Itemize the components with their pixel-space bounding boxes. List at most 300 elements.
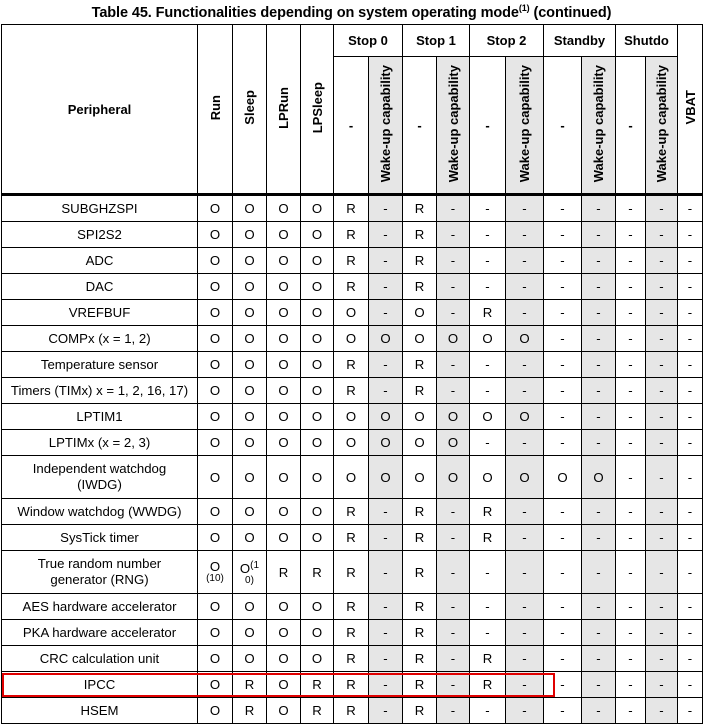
table-cell: - <box>437 594 470 620</box>
table-cell: - <box>506 222 544 248</box>
table-cell: R <box>403 222 437 248</box>
col-header-sleep <box>233 25 267 195</box>
table-cell: O <box>403 300 437 326</box>
table-cell: R <box>334 698 369 724</box>
table-cell: R <box>403 698 437 724</box>
table-cell: - <box>678 404 703 430</box>
table-cell: - <box>544 248 582 274</box>
table-cell: O <box>233 525 267 551</box>
table-row <box>2 195 703 222</box>
table-row <box>2 646 703 672</box>
peripheral-name-line1: True random number <box>37 556 162 571</box>
table-cell: - <box>582 698 616 724</box>
table-cell: O <box>403 326 437 352</box>
table-cell: O <box>198 326 233 352</box>
table-cell: - <box>582 248 616 274</box>
table-cell: - <box>470 620 506 646</box>
table-cell: - <box>646 222 678 248</box>
table-cell: R <box>403 378 437 404</box>
table-cell: - <box>437 248 470 274</box>
peripheral-name: SUBGHZSPI <box>2 195 198 222</box>
table-cell: - <box>506 698 544 724</box>
peripheral-name: Timers (TIMx) x = 1, 2, 16, 17) <box>2 378 198 404</box>
table-cell: O <box>301 594 334 620</box>
table-cell: - <box>544 620 582 646</box>
stop0-dash-header: - <box>334 57 369 195</box>
shutdown-dash-header: - <box>616 57 646 195</box>
table-cell: - <box>616 499 646 525</box>
table-cell: O <box>582 456 616 499</box>
standby-wakeup-header <box>582 57 616 195</box>
table-cell: - <box>616 646 646 672</box>
table-cell: R <box>233 698 267 724</box>
col-group-stop1: Stop 1 <box>403 25 470 57</box>
table-cell: O <box>267 404 301 430</box>
table-cell: - <box>678 551 703 594</box>
table-cell: - <box>678 620 703 646</box>
table-cell: - <box>506 248 544 274</box>
table-cell: R <box>403 594 437 620</box>
table-cell: - <box>582 551 616 594</box>
table-cell: - <box>616 300 646 326</box>
table-row <box>2 525 703 551</box>
table-cell: R <box>334 274 369 300</box>
table-cell: - <box>646 300 678 326</box>
table-cell: - <box>506 646 544 672</box>
table-cell: O <box>437 430 470 456</box>
table-cell: O <box>437 404 470 430</box>
table-cell: O <box>233 378 267 404</box>
table-cell: - <box>544 672 582 698</box>
table-cell: - <box>582 594 616 620</box>
col-header-lprun-label: LPRun <box>276 86 291 129</box>
col-header-lpsleep-label: LPSleep <box>309 81 325 134</box>
table-cell: O <box>233 274 267 300</box>
table-cell: R <box>334 672 369 698</box>
table-cell: - <box>544 274 582 300</box>
table-cell: - <box>646 352 678 378</box>
table-cell: R <box>334 551 369 594</box>
table-cell: O <box>369 404 403 430</box>
table-cell: R <box>334 222 369 248</box>
table-cell: O <box>198 378 233 404</box>
table-cell: O <box>369 456 403 499</box>
cell-value: O <box>239 560 251 576</box>
table-cell: - <box>616 620 646 646</box>
table-row <box>2 222 703 248</box>
table-cell: O <box>301 300 334 326</box>
table-cell: R <box>334 378 369 404</box>
peripheral-name: DAC <box>2 274 198 300</box>
table-row <box>2 300 703 326</box>
col-header-lpsleep <box>301 25 334 195</box>
table-cell: R <box>403 352 437 378</box>
table-cell: - <box>646 499 678 525</box>
table-cell: O <box>267 274 301 300</box>
table-cell: O <box>301 456 334 499</box>
table-cell: O <box>233 499 267 525</box>
table-cell: - <box>582 195 616 222</box>
table-cell: R <box>470 646 506 672</box>
footnote-ref: (10) <box>206 573 224 584</box>
table-cell: O <box>233 248 267 274</box>
table-cell: - <box>470 698 506 724</box>
table-cell: O <box>267 352 301 378</box>
table-cell: - <box>616 222 646 248</box>
cell-value: O <box>209 559 221 574</box>
table-cell: O <box>301 222 334 248</box>
table-cell: - <box>506 274 544 300</box>
table-cell: O <box>233 352 267 378</box>
functionalities-table <box>1 24 703 724</box>
shutdown-wakeup-header <box>646 57 678 195</box>
table-cell: O <box>198 698 233 724</box>
table-cell: - <box>506 378 544 404</box>
table-cell: R <box>301 698 334 724</box>
table-cell: - <box>437 222 470 248</box>
title-suffix: (continued) <box>529 5 612 21</box>
table-cell: O <box>267 594 301 620</box>
stop1-wakeup-header <box>437 57 470 195</box>
table-cell: O <box>198 404 233 430</box>
col-group-standby: Standby <box>544 25 616 57</box>
table-cell: O <box>198 222 233 248</box>
wakeup-label: Wake-up capability <box>445 64 461 183</box>
peripheral-name: PKA hardware accelerator <box>2 620 198 646</box>
peripheral-name-line1: Independent watchdog <box>32 461 167 476</box>
footnote-ref-cont: 0) <box>245 574 254 586</box>
table-cell: O <box>198 620 233 646</box>
table-cell: - <box>437 300 470 326</box>
table-cell: O <box>198 430 233 456</box>
table-cell: R <box>267 551 301 594</box>
table-cell: O <box>267 300 301 326</box>
table-cell: - <box>544 499 582 525</box>
table-cell: - <box>506 352 544 378</box>
table-cell: - <box>678 300 703 326</box>
table-cell: - <box>369 620 403 646</box>
table-cell: O <box>301 620 334 646</box>
table-row <box>2 594 703 620</box>
standby-dash-header: - <box>544 57 582 195</box>
table-cell: - <box>616 195 646 222</box>
table-cell: - <box>616 551 646 594</box>
peripheral-name: LPTIMx (x = 2, 3) <box>2 430 198 456</box>
table-cell: O <box>233 195 267 222</box>
col-header-sleep-label: Sleep <box>242 90 257 125</box>
table-cell: O <box>198 352 233 378</box>
table-cell: O <box>267 456 301 499</box>
table-cell: O <box>403 456 437 499</box>
table-cell: O <box>506 326 544 352</box>
table-cell: O <box>198 456 233 499</box>
peripheral-name: SysTick timer <box>2 525 198 551</box>
table-cell: - <box>470 195 506 222</box>
table-cell: - <box>369 646 403 672</box>
table-cell: - <box>582 378 616 404</box>
table-cell: - <box>646 594 678 620</box>
table-cell: O <box>544 456 582 499</box>
table-cell: O <box>334 300 369 326</box>
table-cell: - <box>369 248 403 274</box>
table-row <box>2 352 703 378</box>
col-group-shutdown: Shutdo <box>616 25 678 57</box>
table-cell: O <box>403 404 437 430</box>
table-cell: R <box>403 620 437 646</box>
table-cell: R <box>301 672 334 698</box>
col-header-peripheral: Peripheral <box>2 25 198 195</box>
table-cell: - <box>646 672 678 698</box>
table-cell: O <box>437 326 470 352</box>
table-cell: R <box>233 672 267 698</box>
peripheral-name: CRC calculation unit <box>2 646 198 672</box>
peripheral-name: COMPx (x = 1, 2) <box>2 326 198 352</box>
table-cell: R <box>334 195 369 222</box>
table-cell: - <box>369 698 403 724</box>
table-cell: - <box>646 195 678 222</box>
table-cell: - <box>678 646 703 672</box>
table-cell: - <box>470 222 506 248</box>
table-cell: - <box>678 378 703 404</box>
peripheral-name: ADC <box>2 248 198 274</box>
table-cell: - <box>678 430 703 456</box>
table-cell: - <box>646 404 678 430</box>
table-cell: - <box>616 326 646 352</box>
table-body <box>2 195 703 724</box>
table-cell: - <box>544 430 582 456</box>
table-cell: - <box>544 326 582 352</box>
table-cell: O <box>267 430 301 456</box>
table-cell: - <box>544 646 582 672</box>
table-cell: - <box>646 248 678 274</box>
table-cell: - <box>470 551 506 594</box>
table-row <box>2 404 703 430</box>
table-cell: - <box>369 594 403 620</box>
table-title-text: Table 45. Functionalities depending on system operating mode <box>91 5 519 21</box>
table-cell: O <box>301 378 334 404</box>
table-row <box>2 620 703 646</box>
wakeup-label: Wake-up capability <box>654 64 669 183</box>
col-header-lprun <box>267 25 301 195</box>
table-cell: - <box>646 551 678 594</box>
table-cell: - <box>582 525 616 551</box>
table-cell: R <box>334 352 369 378</box>
table-cell: - <box>616 698 646 724</box>
table-cell: R <box>334 620 369 646</box>
table-cell: R <box>403 274 437 300</box>
table-cell: - <box>646 274 678 300</box>
table-cell: - <box>544 594 582 620</box>
table-cell: O <box>267 620 301 646</box>
table-cell: O <box>267 326 301 352</box>
table-cell: O <box>301 352 334 378</box>
table-cell: R <box>403 672 437 698</box>
table-cell: O <box>267 195 301 222</box>
table-cell: R <box>334 646 369 672</box>
table-cell: - <box>437 620 470 646</box>
table-cell: - <box>678 594 703 620</box>
table-cell: O <box>233 404 267 430</box>
table-cell: R <box>470 300 506 326</box>
table-cell: - <box>646 456 678 499</box>
peripheral-name: HSEM <box>2 698 198 724</box>
table-cell: O <box>198 646 233 672</box>
table-cell: - <box>470 378 506 404</box>
table-cell: O <box>470 456 506 499</box>
table-cell: - <box>582 499 616 525</box>
stop0-wakeup-header <box>369 57 403 195</box>
header-row-1 <box>2 25 703 57</box>
table-cell: - <box>369 525 403 551</box>
table-cell: O <box>267 222 301 248</box>
table-cell: O <box>198 195 233 222</box>
table-cell: O <box>301 248 334 274</box>
table-cell: - <box>544 378 582 404</box>
table-cell: - <box>544 300 582 326</box>
table-cell: - <box>582 404 616 430</box>
table-cell: R <box>334 594 369 620</box>
peripheral-name-line2: generator (RNG) <box>50 572 149 587</box>
table-cell: - <box>506 525 544 551</box>
table-cell: R <box>334 525 369 551</box>
table-cell: - <box>616 352 646 378</box>
table-cell: R <box>301 551 334 594</box>
peripheral-name: LPTIM1 <box>2 404 198 430</box>
table-cell: - <box>506 594 544 620</box>
table-cell: O <box>267 672 301 698</box>
table-cell: - <box>369 672 403 698</box>
table-cell: R <box>470 525 506 551</box>
table-cell: - <box>678 222 703 248</box>
table-cell: - <box>616 378 646 404</box>
table-cell: - <box>506 672 544 698</box>
table-row <box>2 698 703 724</box>
table-cell: - <box>470 248 506 274</box>
table-cell: - <box>437 378 470 404</box>
table-cell: - <box>437 499 470 525</box>
table-cell: - <box>437 195 470 222</box>
table-cell: O <box>437 456 470 499</box>
col-header-run-label: Run <box>207 94 223 121</box>
table-row <box>2 274 703 300</box>
table-cell: O <box>233 300 267 326</box>
table-cell: O <box>267 646 301 672</box>
table-cell: - <box>369 352 403 378</box>
footnote-ref: (1 <box>250 559 260 571</box>
table-cell: O <box>233 646 267 672</box>
table-cell: O <box>267 499 301 525</box>
table-cell: - <box>646 698 678 724</box>
wakeup-label: Wake-up capability <box>591 64 606 183</box>
title-footnote: (1) <box>518 3 530 13</box>
table-cell: O <box>301 274 334 300</box>
table-cell: - <box>544 551 582 594</box>
table-cell: - <box>582 300 616 326</box>
table-cell: O <box>198 274 233 300</box>
table-cell: - <box>646 430 678 456</box>
table-cell: - <box>369 195 403 222</box>
table-cell: O <box>334 456 369 499</box>
table-cell: R <box>403 551 437 594</box>
table-cell: - <box>616 248 646 274</box>
table-cell: - <box>544 222 582 248</box>
table-cell: - <box>616 525 646 551</box>
table-cell: O <box>301 646 334 672</box>
stop1-dash-header: - <box>403 57 437 195</box>
table-cell: O <box>267 698 301 724</box>
table-cell: R <box>403 499 437 525</box>
table-cell: - <box>582 274 616 300</box>
table-cell: O <box>267 525 301 551</box>
table-cell: - <box>616 430 646 456</box>
table-cell: - <box>437 525 470 551</box>
table-cell: O <box>334 326 369 352</box>
table-cell: - <box>369 551 403 594</box>
peripheral-name <box>2 551 198 594</box>
wakeup-label: Wake-up capability <box>517 64 532 183</box>
peripheral-name: Window watchdog (WWDG) <box>2 499 198 525</box>
table-cell: O <box>198 300 233 326</box>
table-cell: - <box>369 300 403 326</box>
table-cell: O <box>233 594 267 620</box>
peripheral-name: SPI2S2 <box>2 222 198 248</box>
table-cell: - <box>678 525 703 551</box>
table-row <box>2 672 703 698</box>
table-cell: O <box>506 456 544 499</box>
table-cell: R <box>403 195 437 222</box>
wakeup-label: Wake-up capability <box>378 64 393 183</box>
table-cell: - <box>506 551 544 594</box>
col-header-vbat <box>678 25 703 195</box>
table-cell: O <box>198 672 233 698</box>
table-cell: O <box>233 430 267 456</box>
table-cell: O <box>198 525 233 551</box>
table-cell: R <box>470 499 506 525</box>
table-cell: - <box>437 672 470 698</box>
table-cell: R <box>403 525 437 551</box>
table-cell: O <box>233 456 267 499</box>
table-cell: O <box>506 404 544 430</box>
table-cell: - <box>646 378 678 404</box>
table-cell: - <box>616 672 646 698</box>
table-cell: - <box>369 499 403 525</box>
table-cell: - <box>678 456 703 499</box>
table-cell: O <box>470 404 506 430</box>
table-cell: - <box>582 672 616 698</box>
table-row <box>2 456 703 499</box>
table-cell: - <box>678 672 703 698</box>
table-cell: O <box>403 430 437 456</box>
peripheral-name: IPCC <box>2 672 198 698</box>
table-cell: - <box>437 698 470 724</box>
table-cell: O <box>267 248 301 274</box>
table-cell: O <box>198 248 233 274</box>
table-cell: O <box>470 326 506 352</box>
table-cell: - <box>616 274 646 300</box>
table-cell: - <box>616 594 646 620</box>
table-row <box>2 248 703 274</box>
table-cell: - <box>437 646 470 672</box>
table-cell: - <box>506 620 544 646</box>
table-cell: - <box>369 378 403 404</box>
table-cell: - <box>616 456 646 499</box>
table-cell: - <box>678 248 703 274</box>
table-cell: O <box>233 326 267 352</box>
table-title <box>0 3 703 21</box>
col-header-run <box>198 25 233 195</box>
table-cell: - <box>470 430 506 456</box>
stop2-wakeup-header <box>506 57 544 195</box>
